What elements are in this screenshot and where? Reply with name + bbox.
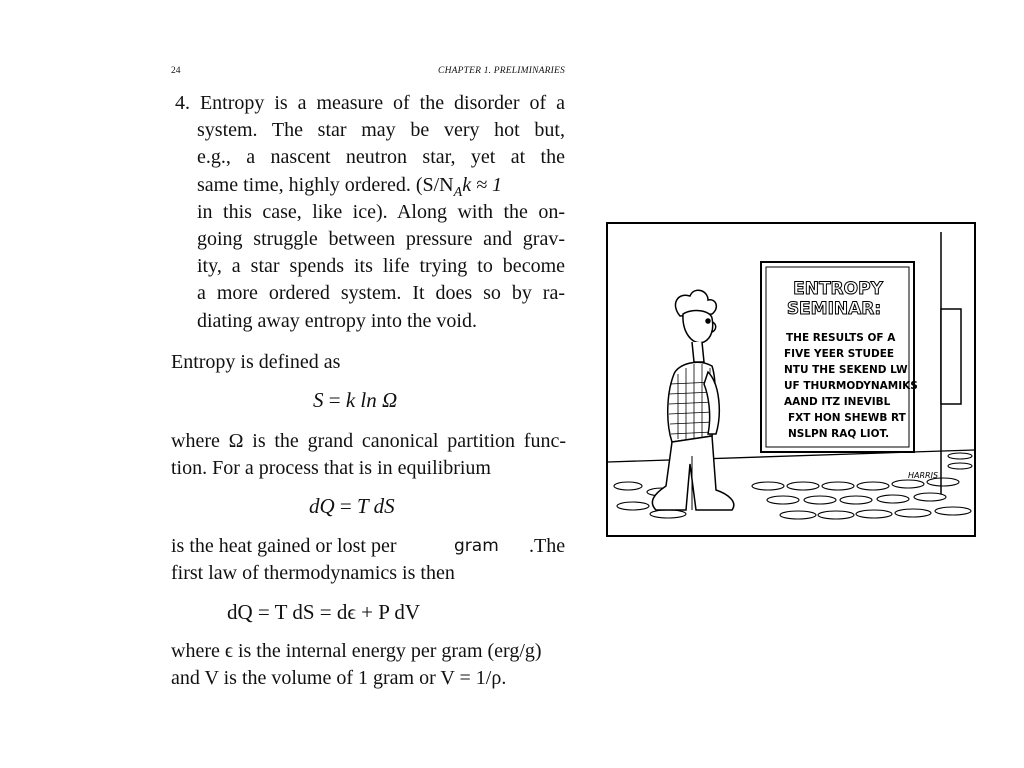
page-number: 24 — [171, 66, 181, 76]
item-number: 4. — [175, 92, 190, 114]
paragraph-heat: is the heat gained or lost per .The first law of thermodynamics is then — [171, 535, 566, 585]
sign-line: NTU THE SEKEND LW — [784, 364, 908, 376]
paragraph-defined: Entropy is defined as — [171, 351, 341, 373]
entropy-seminar-cartoon — [606, 222, 976, 537]
overlay-word-box: gram — [449, 533, 517, 559]
list-item-4: 4. Entropy is a measure of the disorder of a system. The star may be very hot but, e.g., a nascent neutron star, yet at the same time, highly ordered. ($S/N_Ak \approx 1$ in this case, like ice). Along with the on- going struggle between pressure and grav- ity, a star spends its life trying to become a more ordered system. It does so by ra- diating away entropy into the void. — [175, 92, 565, 332]
cartoon-drawing — [608, 224, 974, 535]
cartoonist-signature: HARRIS — [908, 471, 939, 480]
sign-title-1: ENTROPY — [793, 279, 883, 299]
chapter-title: CHAPTER 1. PRELIMINARIES — [438, 66, 565, 76]
running-header — [171, 66, 565, 80]
equation-entropy: S = k ln Ω — [313, 388, 398, 412]
equation-heat: dQ = T dS — [309, 494, 395, 518]
man-figure — [652, 290, 733, 510]
sign-line: NSLPN RAQ LIOT. — [788, 428, 890, 440]
paragraph-where-omega: where Ω is the grand canonical partition func- tion. For a process that is in equilibrium — [171, 430, 566, 480]
equation-first-law: dQ = T dS = dϵ + P dV — [227, 600, 421, 624]
sign-line: AAND ITZ INEVIBL — [784, 396, 891, 408]
sign-line: THE RESULTS OF A — [786, 332, 896, 344]
sign-line: UF THURMODYNAMIKS — [784, 380, 918, 392]
sign-line: FIVE YEER STUDEE — [784, 348, 895, 360]
sign-line: FXT HON SHEWB RT — [788, 412, 906, 424]
sign-title-2: SEMINAR: — [786, 299, 882, 319]
paragraph-where-epsilon: where ϵ is the internal energy per gram (erg/g) and V is the volume of 1 gram or V = 1/ρ. — [171, 640, 542, 690]
